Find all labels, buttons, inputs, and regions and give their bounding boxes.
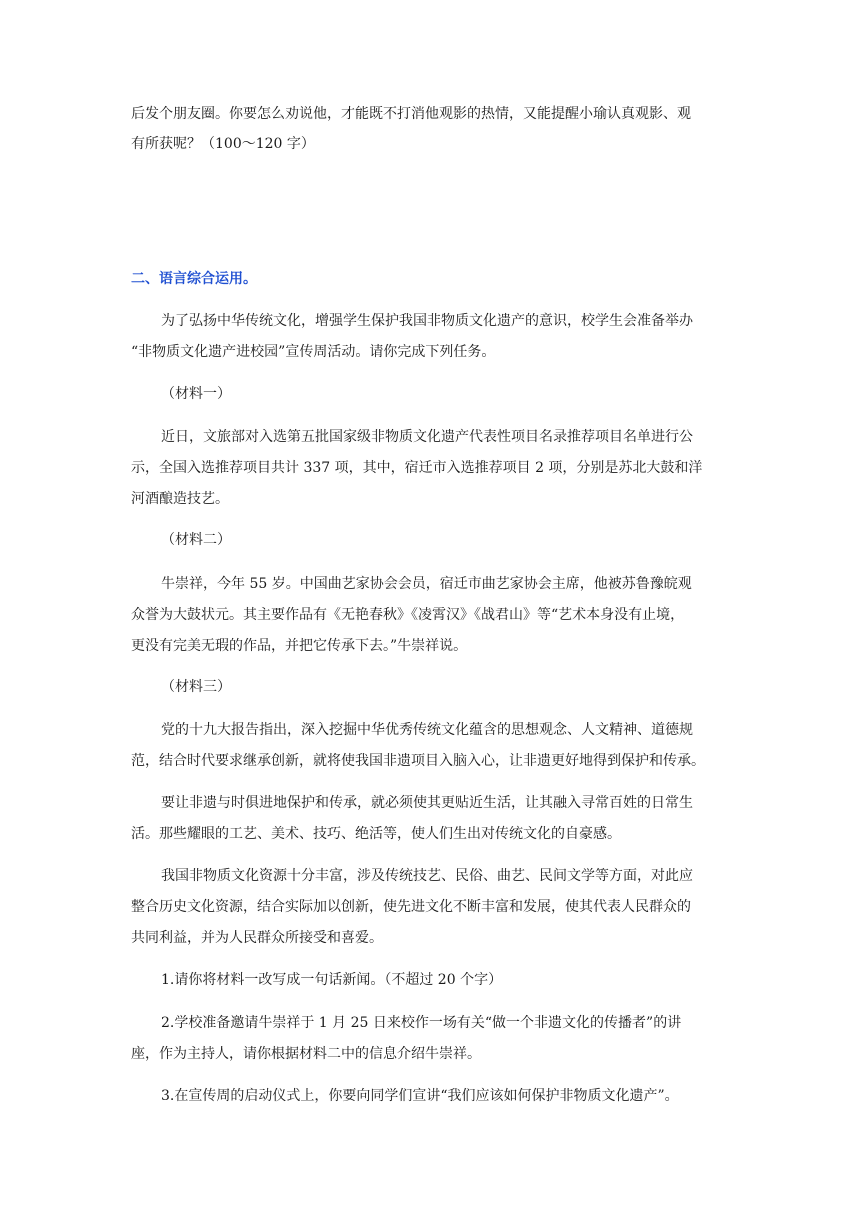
- material3-p2-line-2: 活。那些耀眼的工艺、美术、技巧、绝活等，使人们生出对传统文化的自豪感。: [131, 826, 621, 842]
- material3-p1-line-2: 范，结合时代要求继承创新，就将使我国非遗项目入脑入心，让非遗更好地得到保护和传承。: [131, 753, 705, 769]
- material2-label: （材料二）: [161, 532, 231, 548]
- intro-continuation-line-1: 后发个朋友圈。你要怎么劝说他，才能既不打消他观影的热情，又能提醒小瑜认真观影、观: [131, 106, 691, 122]
- material1-line-1: 近日，文旅部对入选第五批国家级非物质文化遗产代表性项目名录推荐项目名单进行公: [161, 429, 693, 445]
- material3-p1-line-1: 党的十九大报告指出，深入挖掘中华优秀传统文化蕴含的思想观念、人文精神、道德规: [161, 722, 693, 738]
- material3-label: （材料三）: [161, 679, 231, 695]
- question-3: 3.在宣传周的启动仪式上，你要向同学们宣讲“我们应该如何保护非物质文化遗产”。: [161, 1088, 679, 1104]
- question-2-line-2: 座，作为主持人，请你根据材料二中的信息介绍牛崇祥。: [131, 1046, 481, 1062]
- material3-p2-line-1: 要让非遗与时俱进地保护和传承，就必须使其更贴近生活，让其融入寻常百姓的日常生: [161, 795, 693, 811]
- material1-line-3: 河酒酿造技艺。: [131, 491, 229, 507]
- task-intro-line-1: 为了弘扬中华传统文化，增强学生保护我国非物质文化遗产的意识，校学生会准备举办: [161, 313, 693, 329]
- section-heading: 二、语言综合运用。: [131, 271, 257, 287]
- material1-label: （材料一）: [161, 386, 231, 402]
- material3-p3-line-2: 整合历史文化资源，结合实际加以创新，使先进文化不断丰富和发展，使其代表人民群众的: [131, 899, 691, 915]
- material3-p3-line-3: 共同利益，并为人民群众所接受和喜爱。: [131, 930, 383, 946]
- question-1: 1.请你将材料一改写成一句话新闻。（不超过 20 个字）: [161, 972, 503, 988]
- task-intro-line-2: “非物质文化遗产进校园”宣传周活动。请你完成下列任务。: [131, 344, 496, 360]
- material2-line-2: 众誉为大鼓状元。其主要作品有《无艳春秋》《凌霄汉》《战君山》等“艺术本身没有止境，: [131, 607, 685, 623]
- material1-line-2: 示，全国入选推荐项目共计 337 项，其中，宿迁市入选推荐项目 2 项，分别是苏北大鼓和洋: [131, 460, 703, 476]
- material2-line-1: 牛崇祥，今年 55 岁。中国曲艺家协会会员，宿迁市曲艺家协会主席，他被苏鲁豫皖观: [161, 576, 692, 592]
- question-2-line-1: 2.学校准备邀请牛崇祥于 1 月 25 日来校作一场有关“做一个非遗文化的传播者”的讲: [161, 1015, 682, 1031]
- intro-continuation-line-2: 有所获呢？（100～120 字）: [131, 136, 315, 152]
- material2-line-3: 更没有完美无瑕的作品，并把它传承下去。”牛崇祥说。: [131, 638, 468, 654]
- material3-p3-line-1: 我国非物质文化资源十分丰富，涉及传统技艺、民俗、曲艺、民间文学等方面，对此应: [161, 868, 693, 884]
